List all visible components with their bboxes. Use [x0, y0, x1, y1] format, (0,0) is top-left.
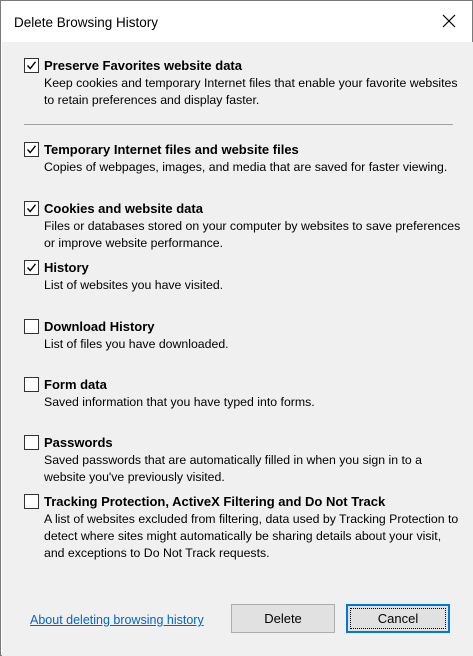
option-form-data — [22, 375, 462, 411]
dialog-body — [2, 42, 473, 656]
dialog-title: Delete Browsing History — [14, 15, 159, 30]
option-description: Saved passwords that are automatically filled in when you sign in to a website you've previously visited. — [44, 453, 422, 484]
option-label[interactable]: Tracking Protection, ActiveX Filtering and Do Not Track — [44, 493, 386, 509]
option-history — [22, 258, 462, 294]
checkmark-icon — [26, 60, 37, 71]
option-passwords — [22, 433, 462, 486]
checkbox-tracking-protection[interactable] — [24, 494, 39, 509]
close-icon — [438, 10, 460, 32]
option-label[interactable]: Temporary Internet files and website files — [44, 141, 299, 157]
checkbox-history[interactable] — [24, 260, 39, 275]
option-description: Copies of webpages, images, and media that are saved for faster viewing. — [44, 160, 448, 174]
option-label[interactable]: Download History — [44, 318, 155, 334]
option-description: A list of websites excluded from filtering, data used by Tracking Protection to detect where sites might automatically be sharing details about your visit, and exceptions to Do Not Track requests. — [44, 512, 459, 560]
option-description: Saved information that you have typed into forms. — [44, 395, 315, 409]
option-download-history — [22, 317, 462, 353]
option-tracking-protection — [22, 492, 462, 562]
option-label[interactable]: History — [44, 259, 89, 275]
option-preserve-favorites — [22, 56, 462, 109]
checkbox-form-data[interactable] — [24, 377, 39, 392]
close-button[interactable] — [438, 10, 460, 32]
checkbox-preserve-favorites[interactable] — [24, 58, 39, 73]
checkmark-icon — [26, 203, 37, 214]
checkmark-icon — [26, 144, 37, 155]
option-description: List of websites you have visited. — [44, 278, 224, 292]
checkbox-temporary-files[interactable] — [24, 142, 39, 157]
title-bar — [1, 1, 472, 42]
option-cookies — [22, 199, 462, 252]
option-label[interactable]: Form data — [44, 376, 107, 392]
option-description: Keep cookies and temporary Internet files that enable your favorite websites to retain preferences and display faster. — [44, 76, 458, 107]
separator — [24, 124, 453, 125]
delete-button[interactable]: Delete — [231, 604, 335, 633]
cancel-button[interactable] — [346, 604, 450, 633]
about-deleting-history-link[interactable]: About deleting browsing history — [30, 613, 204, 627]
option-label[interactable]: Cookies and website data — [44, 200, 203, 216]
option-description: List of files you have downloaded. — [44, 337, 229, 351]
checkmark-icon — [26, 262, 37, 273]
cancel-label: Cancel — [377, 611, 419, 626]
checkbox-passwords[interactable] — [24, 435, 39, 450]
option-temporary-files — [22, 140, 462, 176]
option-description: Files or databases stored on your computer by websites to save preferences or improve website performance. — [44, 219, 461, 250]
checkbox-download-history[interactable] — [24, 319, 39, 334]
option-label[interactable]: Preserve Favorites website data — [44, 57, 242, 73]
checkbox-cookies[interactable] — [24, 201, 39, 216]
option-label[interactable]: Passwords — [44, 434, 113, 450]
